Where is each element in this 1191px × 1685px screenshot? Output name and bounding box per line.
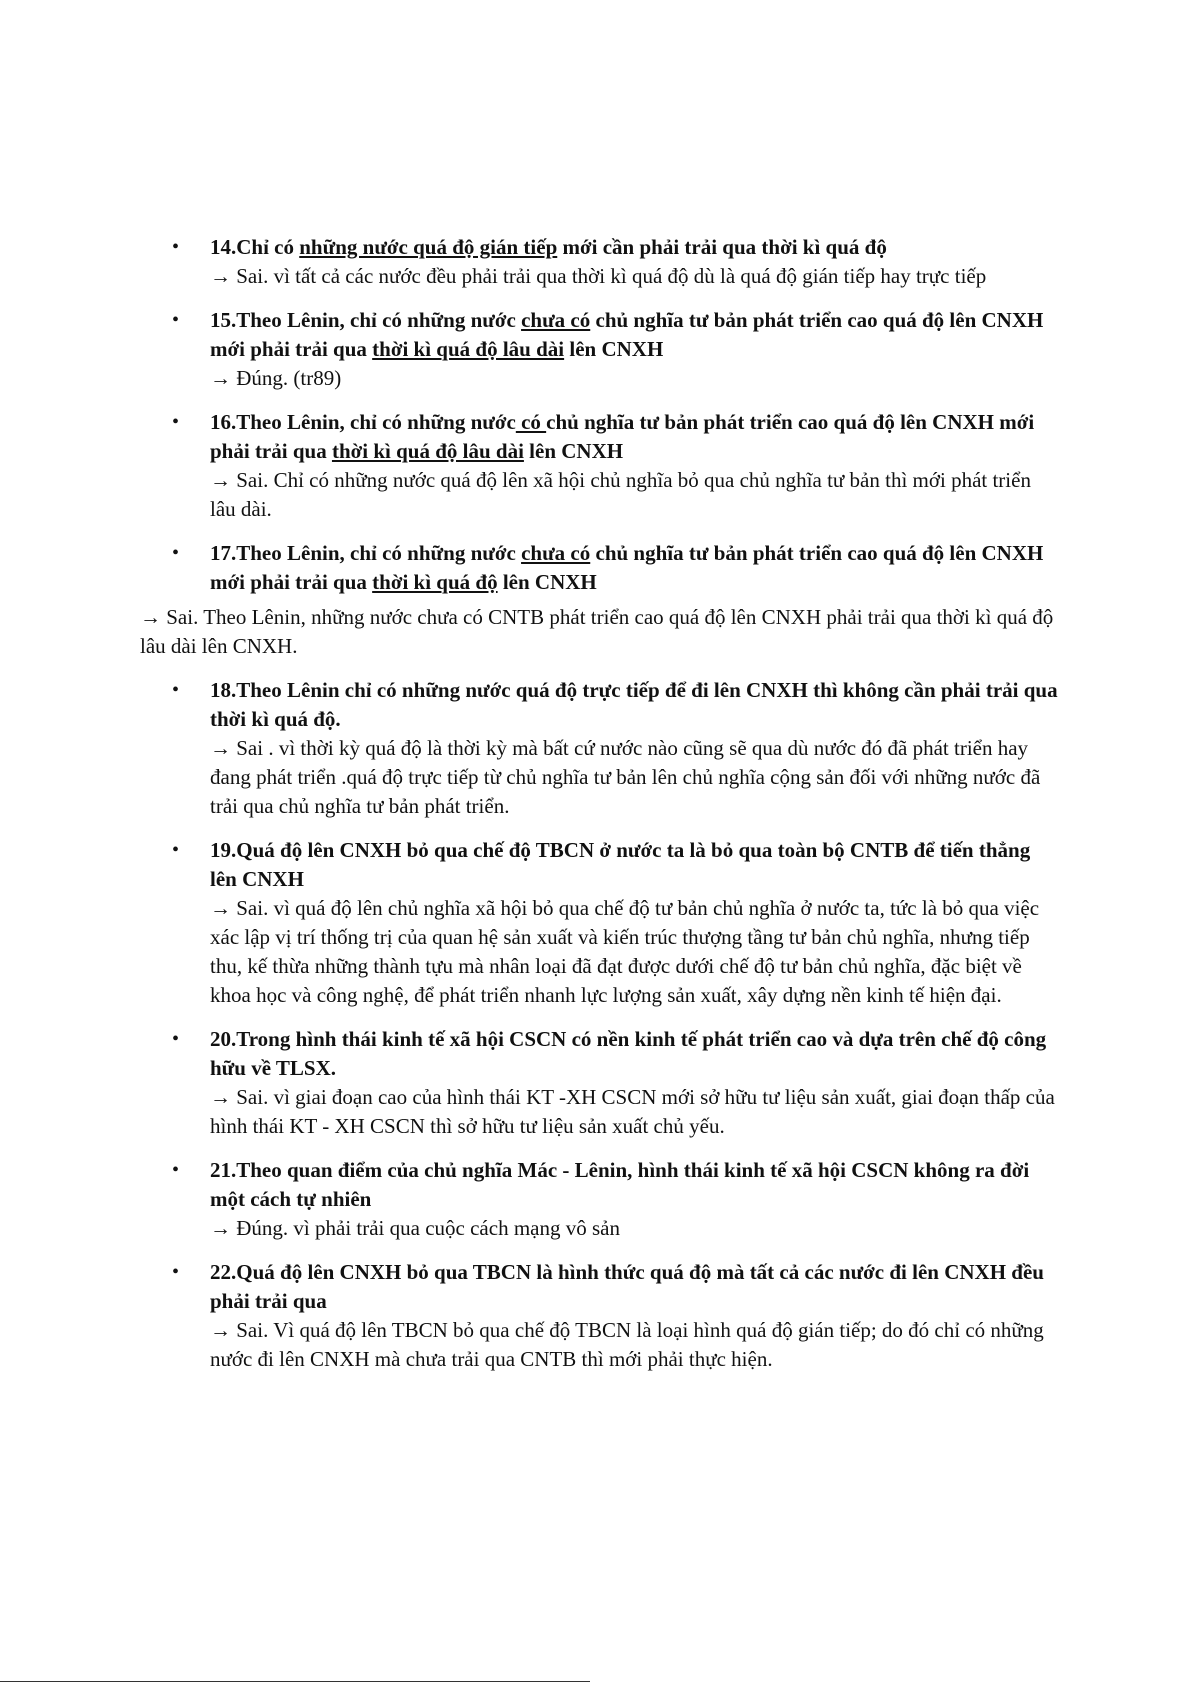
answer-text: → Sai. vì tất cả các nước đều phải trải qua thời kì quá độ dù là quá độ gián tiếp hay trực tiếp [210,264,987,288]
bullet-icon: • [172,236,180,258]
list-item-q21 [140,1156,1060,1243]
question-part: chủ nghĩa tư bản phát triển cao quá độ lên CNXH mới phải trải qua [210,541,1044,594]
question-part: 14.Chỉ có [210,235,300,259]
answer-text: → Sai. vì giai đoạn cao của hình thái KT -XH CSCN mới sở hữu tư liệu sản xuất, giai đoạn thấp của hình thái KT - XH CSCN thì sở hữu tư liệu sản xuất chủ yếu. [210,1085,1055,1138]
bullet-icon: • [172,309,180,331]
list-item-q20 [140,1025,1060,1141]
question-part: lên CNXH [564,337,664,361]
underlined-phrase: thời kì quá độ lâu dài [372,337,565,361]
underlined-phrase: chưa có [521,541,591,565]
answer-text: → Đúng. vì phải trải qua cuộc cách mạng vô sản [210,1216,620,1240]
question-list [140,233,1060,597]
question-text: 21.Theo quan điểm của chủ nghĩa Mác - Lênin, hình thái kinh tế xã hội CSCN không ra đời một cách tự nhiên [210,1158,1030,1211]
list-item-q19 [140,836,1060,1010]
underlined-phrase: chưa có [521,308,591,332]
bullet-icon: • [172,542,180,564]
question-part: lên CNXH [497,570,597,594]
bullet-icon: • [172,839,180,861]
answer-text: → Sai . vì thời kỳ quá độ là thời kỳ mà bất cứ nước nào cũng sẽ qua dù nước đó đã phát triển hay đang phát triển .quá độ trực tiếp từ chủ nghĩa tư bản lên chủ nghĩa cộng sản đối với những nước đã trải qua chủ nghĩa tư bản phát triển. [210,736,1041,818]
question-list [140,676,1060,1374]
bullet-icon: • [172,1028,180,1050]
answer-text: → Đúng. (tr89) [210,366,342,390]
answer-text: → Sai. vì quá độ lên chủ nghĩa xã hội bỏ qua chế độ tư bản chủ nghĩa ở nước ta, tức là bỏ qua việc xác lập vị trí thống trị của quan hệ sản xuất và kiến trúc thượng tầng tư bản chủ nghĩa, nhưng tiếp thu, kế thừa những thành tựu mà nhân loại đã đạt được dưới chế độ tư bản chủ nghĩa, đặc biệt về khoa học và công nghệ, để phát triển nhanh lực lượng sản xuất, xây dựng nền kinh tế hiện đại. [210,896,1040,1007]
bullet-icon: • [172,1261,180,1283]
question-text: 20.Trong hình thái kinh tế xã hội CSCN có nền kinh tế phát triển cao và dựa trên chế độ công hữu về TLSX. [210,1027,1047,1080]
question-text [210,306,1060,364]
question-part: 16.Theo Lênin, chỉ có những nước [210,410,516,434]
answer-text-q17: → Sai. Theo Lênin, những nước chưa có CNTB phát triển cao quá độ lên CNXH phải trải qua thời kì quá độ lâu dài lên CNXH. [140,605,1054,658]
question-text: 22.Quá độ lên CNXH bỏ qua TBCN là hình thức quá độ mà tất cả các nước đi lên CNXH đều phải trải qua [210,1260,1044,1313]
underlined-phrase: thời kì quá độ lâu dài [331,439,524,463]
question-part: lên CNXH [523,439,624,463]
list-item-q14 [140,233,1060,291]
question-part: chủ nghĩa tư bản phát triển cao quá độ lên CNXH mới phải trải qua [210,308,1044,361]
question-part: chủ nghĩa tư bản phát triển cao quá độ lên CNXH mới phải trải qua [210,410,1035,463]
question-part: 15.Theo Lênin, chỉ có những nước [210,308,522,332]
list-item-q17 [140,539,1060,597]
footer-divider [0,1681,590,1682]
question-text [210,539,1060,597]
list-item-q16 [140,408,1060,524]
list-item-q22 [140,1258,1060,1374]
bullet-icon: • [172,1159,180,1181]
document-content [140,233,1060,1389]
question-text [210,233,1060,262]
question-text [210,408,1060,466]
answer-text: → Sai. Vì quá độ lên TBCN bỏ qua chế độ TBCN là loại hình quá độ gián tiếp; do đó chỉ có những nước đi lên CNXH mà chưa trải qua CNTB thì mới phải thực hiện. [210,1318,1044,1371]
question-part: mới cần phải trải qua thời kì quá độ [557,235,887,259]
question-text: 18.Theo Lênin chỉ có những nước quá độ trực tiếp để đi lên CNXH thì không cần phải trải qua thời kì quá độ. [210,678,1058,731]
list-item-q15 [140,306,1060,393]
underlined-phrase: có [515,410,547,434]
underlined-phrase: những nước quá độ gián tiếp [299,235,558,259]
question-part: 17.Theo Lênin, chỉ có những nước [210,541,522,565]
bullet-icon: • [172,679,180,701]
list-item-q18 [140,676,1060,821]
answer-text: → Sai. Chỉ có những nước quá độ lên xã hội chủ nghĩa bỏ qua chủ nghĩa tư bản thì mới phát triển lâu dài. [210,468,1031,521]
bullet-icon: • [172,411,180,433]
underlined-phrase: thời kì quá độ [372,570,498,594]
question-text: 19.Quá độ lên CNXH bỏ qua chế độ TBCN ở nước ta là bỏ qua toàn bộ CNTB để tiến thẳng lên CNXH [210,838,1031,891]
